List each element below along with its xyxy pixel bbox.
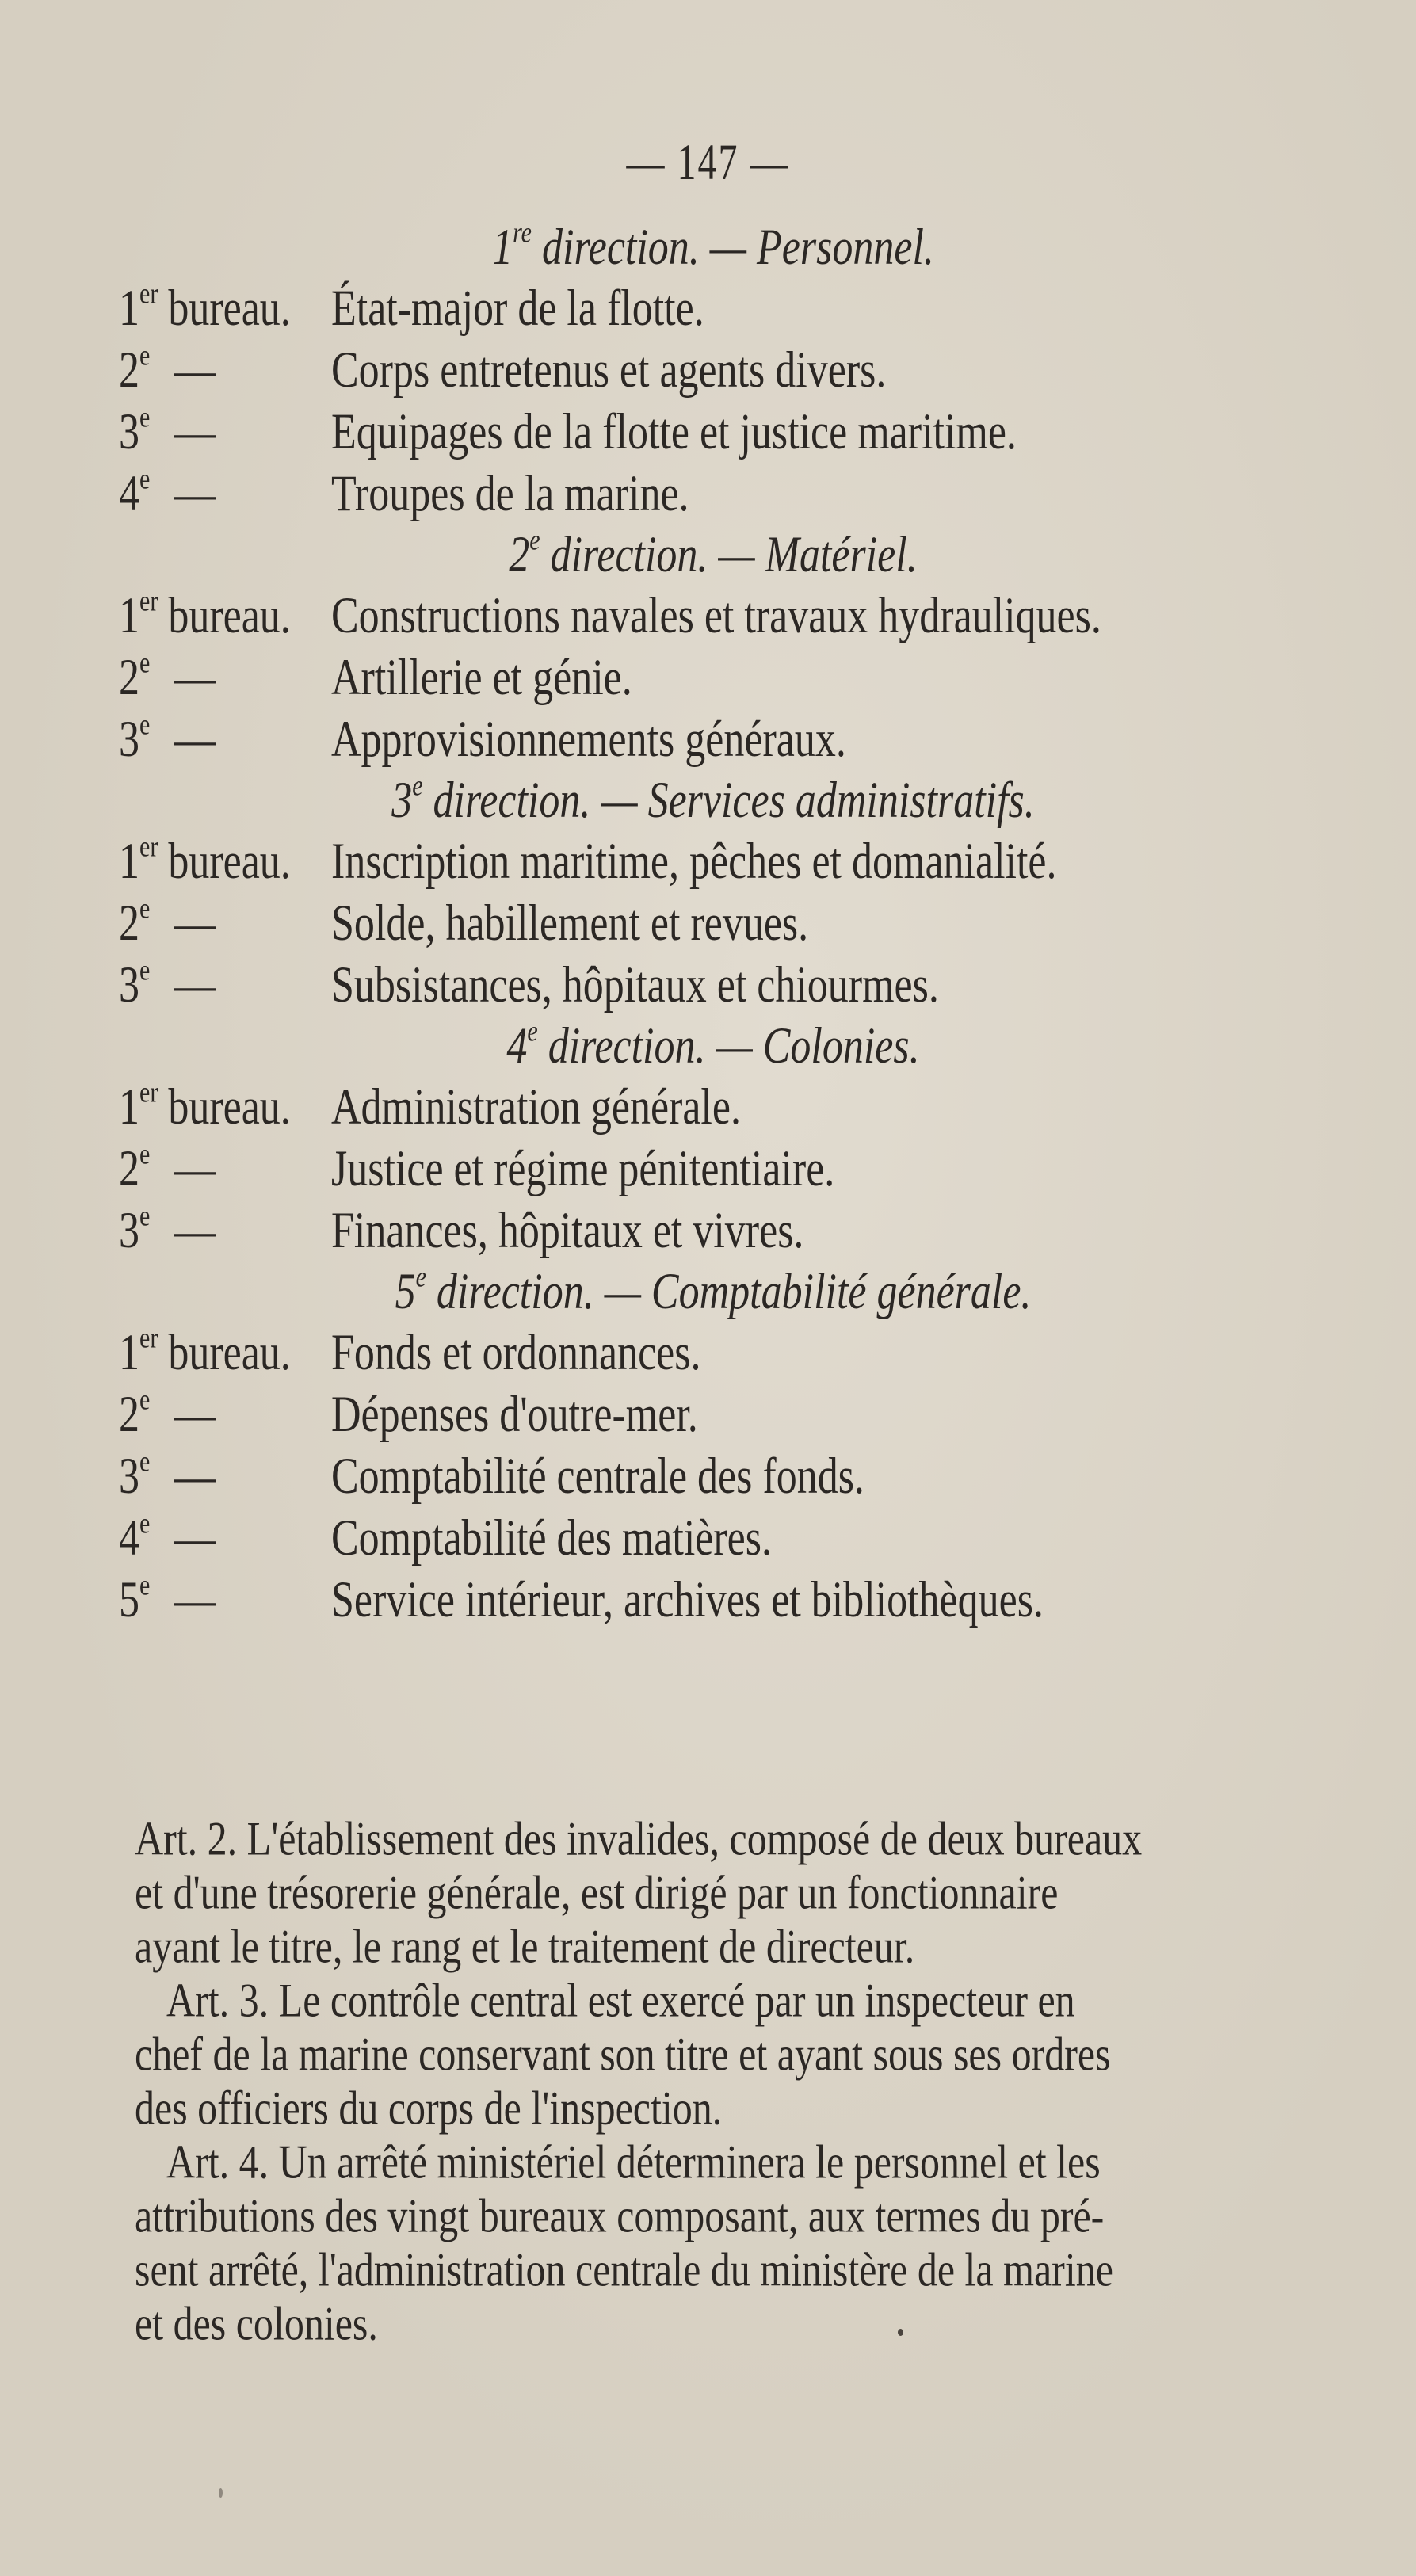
article-line: et d'une trésorerie générale, est dirigé par un fonctionnaire [135, 1865, 1059, 1919]
bureau-ordinal-suffix: e [139, 891, 151, 925]
direction-number: 4 [506, 1017, 528, 1074]
bureau-description: Fonds et ordonnances. [331, 1324, 701, 1381]
bureau-description: Dépenses d'outre-mer. [331, 1386, 698, 1443]
bureau-description: Corps entretenus et agents divers. [331, 342, 887, 399]
article-line: sent arrêté, l'administration centrale du ministère de la marine [135, 2242, 1113, 2296]
article-paragraph [135, 1973, 1307, 2135]
bureau-row [119, 1185, 1307, 1259]
bureau-number-digit: 4 [119, 1509, 139, 1567]
article-paragraph [135, 2135, 1307, 2350]
ditto-dash: — [174, 956, 216, 1013]
article-line: des officiers du corps de l'inspection. [135, 2081, 723, 2135]
direction-number: 1 [492, 219, 513, 276]
bureau-number-digit: 1 [119, 1324, 139, 1381]
bureau-row [119, 816, 1307, 890]
ditto-dash: — [174, 342, 216, 399]
bureau-row [119, 1431, 1307, 1505]
direction-title: direction. — Colonies. [537, 1017, 920, 1074]
bureau-number-digit: 5 [119, 1571, 139, 1628]
bureau-description: Troupes de la marine. [331, 465, 689, 522]
bureau-description: Approvisionnements généraux. [331, 711, 846, 768]
directions-list [119, 203, 1307, 1628]
bureau-description: État-major de la flotte. [331, 280, 704, 337]
direction-ordinal-suffix: e [527, 1014, 538, 1048]
bureau-number-digit: 1 [119, 1078, 139, 1135]
bureau-ordinal-suffix: e [139, 338, 151, 372]
ditto-dash: — [174, 465, 216, 522]
bureau-label: bureau. [158, 1078, 291, 1135]
bureau-label: bureau. [158, 1324, 291, 1381]
direction-ordinal-suffix: re [513, 216, 532, 249]
direction-ordinal-suffix: e [415, 1260, 426, 1293]
bureau-number-digit: 1 [119, 587, 139, 644]
ditto-dash: — [174, 1386, 216, 1443]
bureau-ordinal-suffix: er [139, 1075, 158, 1109]
bureau-number-digit: 3 [119, 711, 139, 768]
bureau-number-digit: 3 [119, 403, 139, 460]
bureau-description: Equipages de la flotte et justice maritime. [331, 403, 1017, 460]
article-line: Art. 2. L'établissement des invalides, composé de deux bureaux [135, 1811, 1143, 1865]
bureau-ordinal-suffix: e [139, 646, 151, 679]
bureau-number-digit: 2 [119, 342, 139, 399]
bureau-description: Justice et régime pénitentiaire. [331, 1140, 835, 1197]
bureau-number-digit: 3 [119, 1448, 139, 1505]
bureau-number [119, 1547, 174, 1639]
bureau-ordinal-suffix: e [139, 1199, 151, 1232]
bureau-number-digit: 1 [119, 280, 139, 337]
bureau-description: Constructions navales et travaux hydrauliques. [331, 587, 1101, 644]
bureau-row [119, 263, 1307, 337]
ditto-dash: — [174, 895, 216, 952]
direction-title: direction. — Matériel. [540, 526, 918, 583]
bureau-number-digit: 3 [119, 956, 139, 1013]
bureau-row [119, 448, 1307, 522]
bureau-ordinal-suffix: e [139, 1444, 151, 1478]
ditto-dash: — [174, 403, 216, 460]
bureau-row [119, 1493, 1307, 1567]
bureau-ordinal-suffix: er [139, 830, 158, 863]
bureau-ordinal-suffix: e [139, 462, 151, 495]
bureau-description: Subsistances, hôpitaux et chiourmes. [331, 956, 939, 1013]
bureau-label: bureau. [158, 587, 291, 644]
bureau-label: bureau. [158, 280, 291, 337]
article-line: Art. 3. Le contrôle central est exercé par un inspecteur en [166, 1973, 1075, 2027]
direction-ordinal-suffix: e [412, 769, 423, 802]
direction-number: 3 [391, 772, 413, 829]
bureau-row [119, 878, 1307, 952]
bureau-row [119, 1124, 1307, 1197]
bureau-ordinal-suffix: e [139, 1383, 151, 1416]
bureau-ordinal-suffix: er [139, 1321, 158, 1354]
bureau-row [119, 940, 1307, 1013]
bureau-ordinal-suffix: er [139, 277, 158, 310]
bureau-ordinal-suffix: e [139, 400, 151, 433]
bureau-row [119, 1062, 1307, 1135]
article-line: et des colonies. [135, 2296, 378, 2350]
bureau-number-digit: 2 [119, 649, 139, 706]
article-line: Art. 4. Un arrêté ministériel déterminera le personnel et les [166, 2135, 1101, 2189]
article-paragraph [135, 1811, 1307, 1973]
bureau-description: Service intérieur, archives et bibliothèques. [331, 1571, 1044, 1628]
bureau-number-digit: 1 [119, 833, 139, 890]
page-number: — 147 — [626, 134, 790, 191]
direction-title: direction. — Comptabilité générale. [426, 1263, 1032, 1320]
direction-number: 5 [395, 1263, 416, 1320]
direction-title: direction. — Personnel. [532, 219, 934, 276]
articles-section [135, 1811, 1307, 2350]
bureau-number-digit: 3 [119, 1202, 139, 1259]
bureau-row [119, 1369, 1307, 1443]
bureau-row [119, 325, 1307, 399]
bureau-description: Artillerie et génie. [331, 649, 632, 706]
bureau-ordinal-suffix: e [139, 953, 151, 987]
bureau-description: Comptabilité centrale des fonds. [331, 1448, 864, 1505]
ditto-dash: — [174, 1202, 216, 1259]
bureau-number-digit: 2 [119, 1386, 139, 1443]
bureau-row [119, 571, 1307, 644]
bureau-row [119, 694, 1307, 768]
ditto-dash: — [174, 711, 216, 768]
bureau-ordinal-suffix: er [139, 584, 158, 617]
bureau-row [119, 387, 1307, 460]
bureau-ordinal-suffix: e [139, 1506, 151, 1540]
ditto-dash: — [174, 1571, 216, 1628]
bureau-number-digit: 2 [119, 1140, 139, 1197]
bureau-description: Comptabilité des matières. [331, 1509, 772, 1567]
ditto-dash: — [174, 649, 216, 706]
bureau-row [119, 1555, 1307, 1628]
direction-ordinal-suffix: e [529, 523, 540, 556]
bureau-description: Finances, hôpitaux et vivres. [331, 1202, 804, 1259]
ink-speck [898, 2329, 903, 2336]
bureau-description: Inscription maritime, pêches et domanialité. [331, 833, 1057, 890]
article-line: ayant le titre, le rang et le traitement de directeur. [135, 1919, 915, 1973]
article-line: attributions des vingt bureaux composant, aux termes du pré- [135, 2189, 1105, 2242]
bureau-description: Solde, habillement et revues. [331, 895, 809, 952]
ink-speck [219, 2488, 223, 2498]
bureau-description: Administration générale. [331, 1078, 741, 1135]
ditto-dash: — [174, 1140, 216, 1197]
bureau-ordinal-suffix: e [139, 1137, 151, 1170]
ditto-dash: — [174, 1448, 216, 1505]
bureau-row [119, 1307, 1307, 1381]
bureau-ordinal-suffix: e [139, 1568, 151, 1601]
article-line: chef de la marine conservant son titre et ayant sous ses ordres [135, 2027, 1111, 2081]
ditto-dash: — [174, 1509, 216, 1567]
bureau-label: bureau. [158, 833, 291, 890]
bureau-row [119, 632, 1307, 706]
bureau-number-digit: 4 [119, 465, 139, 522]
direction-title: direction. — Services administratifs. [422, 772, 1035, 829]
bureau-ordinal-suffix: e [139, 708, 151, 741]
direction-number: 2 [509, 526, 530, 583]
bureau-number-digit: 2 [119, 895, 139, 952]
